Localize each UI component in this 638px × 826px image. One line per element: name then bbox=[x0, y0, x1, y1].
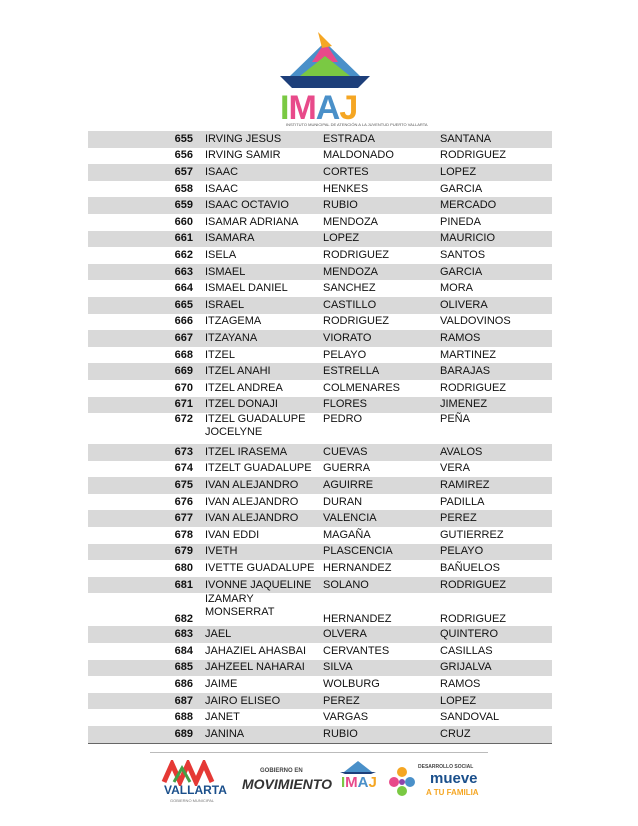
desarrollo-top-text: DESARROLLO SOCIAL bbox=[418, 764, 474, 770]
first-name-cell: ITZEL IRASEMA bbox=[203, 444, 321, 461]
row-number: 663 bbox=[88, 264, 203, 281]
maternal-surname-cell: RODRIGUEZ bbox=[438, 577, 552, 594]
first-name-cell: JAHAZIEL AHASBAI bbox=[205, 644, 307, 657]
paternal-surname-cell: VIORATO bbox=[321, 330, 438, 347]
paternal-surname-cell: VARGAS bbox=[323, 711, 369, 724]
row-number: 685 bbox=[88, 660, 203, 677]
paternal-surname-cell: RUBIO bbox=[321, 726, 438, 743]
table-row bbox=[88, 131, 552, 148]
vallarta-subtitle: GOBIERNO MUNICIPAL bbox=[170, 798, 215, 803]
row-number: 660 bbox=[174, 215, 193, 228]
first-name-cell: JANINA bbox=[203, 726, 321, 743]
row-number: 681 bbox=[88, 577, 203, 594]
first-name-cell: ITZEL ANDREA bbox=[205, 381, 283, 394]
first-name-cell: IRVING JESUS bbox=[203, 131, 321, 148]
table-row bbox=[88, 643, 552, 660]
maternal-surname-cell: RAMOS bbox=[440, 678, 481, 691]
row-number: 683 bbox=[88, 626, 203, 643]
first-name-cell: IRVING SAMIR bbox=[205, 149, 281, 162]
first-name-cell: IVETH bbox=[203, 544, 321, 561]
row-number: 665 bbox=[88, 297, 203, 314]
maternal-surname-cell: MAURICIO bbox=[438, 231, 552, 248]
desarrollo-social-logo bbox=[388, 760, 498, 808]
first-name-cell: JANET bbox=[205, 711, 240, 724]
table-row bbox=[88, 314, 552, 331]
first-name-cell: ITZEL DONAJI bbox=[203, 397, 321, 414]
table-row bbox=[88, 577, 552, 594]
maternal-surname-cell: BAÑUELOS bbox=[440, 562, 500, 575]
paternal-surname-cell: COLMENARES bbox=[323, 381, 401, 394]
paternal-surname-cell: HERNANDEZ bbox=[323, 613, 392, 626]
paternal-surname-cell: MENDOZA bbox=[321, 264, 438, 281]
row-number: 687 bbox=[88, 693, 203, 710]
maternal-surname-cell: JIMENEZ bbox=[438, 397, 552, 414]
maternal-surname-cell: SANTOS bbox=[440, 248, 486, 261]
maternal-surname-cell: RODRIGUEZ bbox=[440, 149, 506, 162]
maternal-surname-cell: MARTINEZ bbox=[440, 348, 497, 361]
table-row bbox=[88, 510, 552, 527]
family-flower-icon bbox=[388, 764, 416, 800]
maternal-surname-cell: RAMOS bbox=[438, 330, 552, 347]
maternal-surname-cell: CRUZ bbox=[438, 726, 552, 743]
first-name-cell: ISAAC bbox=[205, 182, 239, 195]
maternal-surname-cell: PEREZ bbox=[438, 510, 552, 527]
row-number: 689 bbox=[88, 726, 203, 743]
first-name-cell: ISMAEL bbox=[203, 264, 321, 281]
table-row bbox=[88, 247, 552, 264]
table-row bbox=[88, 726, 552, 743]
row-number: 675 bbox=[88, 477, 203, 494]
first-name-cell: ITZELT GUADALUPE bbox=[205, 462, 312, 475]
paternal-surname-cell: GUERRA bbox=[323, 462, 371, 475]
footer-logos bbox=[160, 760, 500, 810]
table-row bbox=[88, 660, 552, 677]
gobierno-movimiento-logo bbox=[238, 760, 332, 808]
paternal-surname-cell: MENDOZA bbox=[323, 215, 378, 228]
paternal-surname-cell: RODRIGUEZ bbox=[323, 248, 389, 261]
paternal-surname-cell: PEDRO bbox=[323, 413, 363, 426]
imaj-footer-boat-icon bbox=[338, 760, 378, 774]
roster-table bbox=[88, 131, 552, 744]
table-row bbox=[88, 560, 552, 577]
paternal-surname-cell: HERNANDEZ bbox=[323, 562, 392, 575]
maternal-surname-cell: VALDOVINOS bbox=[440, 315, 511, 328]
row-number: 688 bbox=[174, 711, 193, 724]
row-number: 686 bbox=[174, 678, 193, 691]
maternal-surname-cell: MORA bbox=[440, 282, 473, 295]
maternal-surname-cell: GARCIA bbox=[440, 182, 483, 195]
first-name-cell: ISRAEL bbox=[203, 297, 321, 314]
familia-text: A TU FAMILIA bbox=[426, 788, 479, 797]
paternal-surname-cell: CORTES bbox=[321, 164, 438, 181]
table-row bbox=[88, 527, 552, 544]
first-name-cell: IVAN EDDI bbox=[205, 528, 260, 541]
table-row bbox=[88, 330, 552, 347]
paternal-surname-cell: RUBIO bbox=[321, 197, 438, 214]
paternal-surname-cell: SANCHEZ bbox=[323, 282, 376, 295]
table-row bbox=[88, 280, 552, 297]
table-row bbox=[88, 444, 552, 461]
paternal-surname-cell: CUEVAS bbox=[321, 444, 438, 461]
table-row bbox=[88, 397, 552, 414]
maternal-surname-cell: CASILLAS bbox=[440, 644, 493, 657]
row-number: 661 bbox=[88, 231, 203, 248]
paternal-surname-cell: PEREZ bbox=[321, 693, 438, 710]
paternal-surname-cell: PELAYO bbox=[323, 348, 367, 361]
paternal-surname-cell: CERVANTES bbox=[323, 644, 390, 657]
row-number: 676 bbox=[174, 495, 193, 508]
table-row bbox=[88, 363, 552, 380]
maternal-surname-cell: RODRIGUEZ bbox=[440, 381, 506, 394]
row-number: 666 bbox=[174, 315, 193, 328]
table-row bbox=[88, 413, 552, 444]
maternal-surname-cell: MERCADO bbox=[438, 197, 552, 214]
table-row bbox=[88, 544, 552, 561]
row-number: 662 bbox=[174, 248, 193, 261]
first-name-cell: ISAAC bbox=[203, 164, 321, 181]
paternal-surname-cell: ESTRADA bbox=[321, 131, 438, 148]
table-row bbox=[88, 593, 552, 626]
maternal-surname-cell: LOPEZ bbox=[438, 693, 552, 710]
table-row bbox=[88, 181, 552, 198]
row-number: 655 bbox=[88, 131, 203, 148]
paternal-surname-cell: VALENCIA bbox=[321, 510, 438, 527]
paternal-surname-cell: SILVA bbox=[321, 660, 438, 677]
first-name-cell: ISAMARA bbox=[203, 231, 321, 248]
paternal-surname-cell: FLORES bbox=[321, 397, 438, 414]
gobierno-main-text: MOVIMIENTO bbox=[242, 776, 332, 792]
first-name-cell: JAEL bbox=[203, 626, 321, 643]
table-row bbox=[88, 709, 552, 726]
table-row bbox=[88, 676, 552, 693]
mueve-wordmark: mueve bbox=[430, 770, 478, 787]
table-row bbox=[88, 626, 552, 643]
paternal-surname-cell: CASTILLO bbox=[321, 297, 438, 314]
maternal-surname-cell: GARCIA bbox=[438, 264, 552, 281]
maternal-surname-cell: PELAYO bbox=[438, 544, 552, 561]
maternal-surname-cell: QUINTERO bbox=[438, 626, 552, 643]
paternal-surname-cell: MAGAÑA bbox=[323, 528, 371, 541]
maternal-surname-cell: SANTANA bbox=[438, 131, 552, 148]
first-name-cell: JAHZEEL NAHARAI bbox=[203, 660, 321, 677]
paternal-surname-cell: WOLBURG bbox=[323, 678, 380, 691]
paternal-surname-cell: DURAN bbox=[323, 495, 363, 508]
maternal-surname-cell: AVALOS bbox=[438, 444, 552, 461]
row-number: 672 bbox=[174, 413, 193, 426]
row-number: 680 bbox=[174, 562, 193, 575]
first-name-cell: JAIRO ELISEO bbox=[203, 693, 321, 710]
row-number: 664 bbox=[174, 282, 193, 295]
table-row bbox=[88, 148, 552, 165]
imaj-footer-wordmark: IMAJ bbox=[341, 774, 377, 791]
maternal-surname-cell: SANDOVAL bbox=[440, 711, 500, 724]
row-number: 659 bbox=[88, 197, 203, 214]
row-number: 669 bbox=[88, 363, 203, 380]
first-name-cell: JAIME bbox=[205, 678, 238, 691]
vallarta-wordmark: VALLARTA bbox=[164, 783, 227, 797]
row-number: 670 bbox=[174, 381, 193, 394]
row-number: 668 bbox=[174, 348, 193, 361]
paternal-surname-cell: ESTRELLA bbox=[321, 363, 438, 380]
first-name-cell: ISAAC OCTAVIO bbox=[203, 197, 321, 214]
table-row bbox=[88, 231, 552, 248]
first-name-cell: IVAN ALEJANDRO bbox=[205, 495, 299, 508]
vallarta-logo bbox=[160, 760, 230, 808]
first-name-cell: IVAN ALEJANDRO bbox=[203, 510, 321, 527]
paternal-surname-cell: SOLANO bbox=[321, 577, 438, 594]
paternal-surname-cell: RODRIGUEZ bbox=[323, 315, 389, 328]
table-row bbox=[88, 461, 552, 478]
gobierno-top-text: GOBIERNO EN bbox=[260, 768, 303, 774]
first-name-cell: IVAN ALEJANDRO bbox=[203, 477, 321, 494]
row-number: 678 bbox=[174, 528, 193, 541]
table-row bbox=[88, 297, 552, 314]
maternal-surname-cell: PADILLA bbox=[440, 495, 485, 508]
first-name-cell: ITZAYANA bbox=[203, 330, 321, 347]
imaj-subtitle: INSTITUTO MUNICIPAL DE ATENCIÓN A LA JUVENTUD PUERTO VALLARTA bbox=[286, 122, 428, 127]
maternal-surname-cell: PEÑA bbox=[440, 413, 470, 426]
paternal-surname-cell: PLASCENCIA bbox=[321, 544, 438, 561]
paternal-surname-cell: OLVERA bbox=[321, 626, 438, 643]
maternal-surname-cell: LOPEZ bbox=[438, 164, 552, 181]
first-name-cell: ITZEL GUADALUPE JOCELYNE bbox=[205, 413, 306, 439]
table-row bbox=[88, 693, 552, 710]
maternal-surname-cell: VERA bbox=[440, 462, 470, 475]
first-name-cell: ISAMAR ADRIANA bbox=[205, 215, 299, 228]
imaj-footer-logo bbox=[338, 760, 378, 808]
row-number: 656 bbox=[174, 149, 193, 162]
imaj-wordmark: IMAJ bbox=[280, 89, 358, 127]
maternal-surname-cell: RODRIGUEZ bbox=[440, 613, 506, 626]
first-name-cell: ITZEL bbox=[205, 348, 235, 361]
row-number: 658 bbox=[174, 182, 193, 195]
table-row bbox=[88, 477, 552, 494]
row-number: 657 bbox=[88, 164, 203, 181]
first-name-cell: IVETTE GUADALUPE bbox=[205, 562, 315, 575]
paternal-surname-cell: HENKES bbox=[323, 182, 369, 195]
first-name-cell: IZAMARY MONSERRAT bbox=[205, 593, 275, 619]
first-name-cell: ISELA bbox=[205, 248, 237, 261]
row-number: 682 bbox=[174, 613, 193, 626]
maternal-surname-cell: GRIJALVA bbox=[438, 660, 552, 677]
imaj-boat-icon bbox=[270, 32, 380, 92]
row-number: 679 bbox=[88, 544, 203, 561]
row-number: 671 bbox=[88, 397, 203, 414]
paternal-surname-cell: LOPEZ bbox=[321, 231, 438, 248]
row-number: 667 bbox=[88, 330, 203, 347]
maternal-surname-cell: RAMIREZ bbox=[438, 477, 552, 494]
paternal-surname-cell: MALDONADO bbox=[323, 149, 394, 162]
maternal-surname-cell: PINEDA bbox=[440, 215, 481, 228]
table-row bbox=[88, 494, 552, 511]
row-number: 684 bbox=[174, 644, 193, 657]
table-row bbox=[88, 347, 552, 364]
maternal-surname-cell: OLIVERA bbox=[438, 297, 552, 314]
paternal-surname-cell: AGUIRRE bbox=[321, 477, 438, 494]
first-name-cell: ITZAGEMA bbox=[205, 315, 262, 328]
first-name-cell: ISMAEL DANIEL bbox=[205, 282, 288, 295]
imaj-logo bbox=[270, 32, 428, 132]
table-row bbox=[88, 197, 552, 214]
maternal-surname-cell: BARAJAS bbox=[438, 363, 552, 380]
maternal-surname-cell: GUTIERREZ bbox=[440, 528, 504, 541]
footer-divider bbox=[150, 752, 488, 753]
row-number: 677 bbox=[88, 510, 203, 527]
table-row bbox=[88, 164, 552, 181]
first-name-cell: IVONNE JAQUELINE bbox=[203, 577, 321, 594]
table-row bbox=[88, 264, 552, 281]
row-number: 673 bbox=[88, 444, 203, 461]
table-row bbox=[88, 214, 552, 231]
first-name-cell: ITZEL ANAHI bbox=[203, 363, 321, 380]
row-number: 674 bbox=[174, 462, 193, 475]
table-row bbox=[88, 380, 552, 397]
